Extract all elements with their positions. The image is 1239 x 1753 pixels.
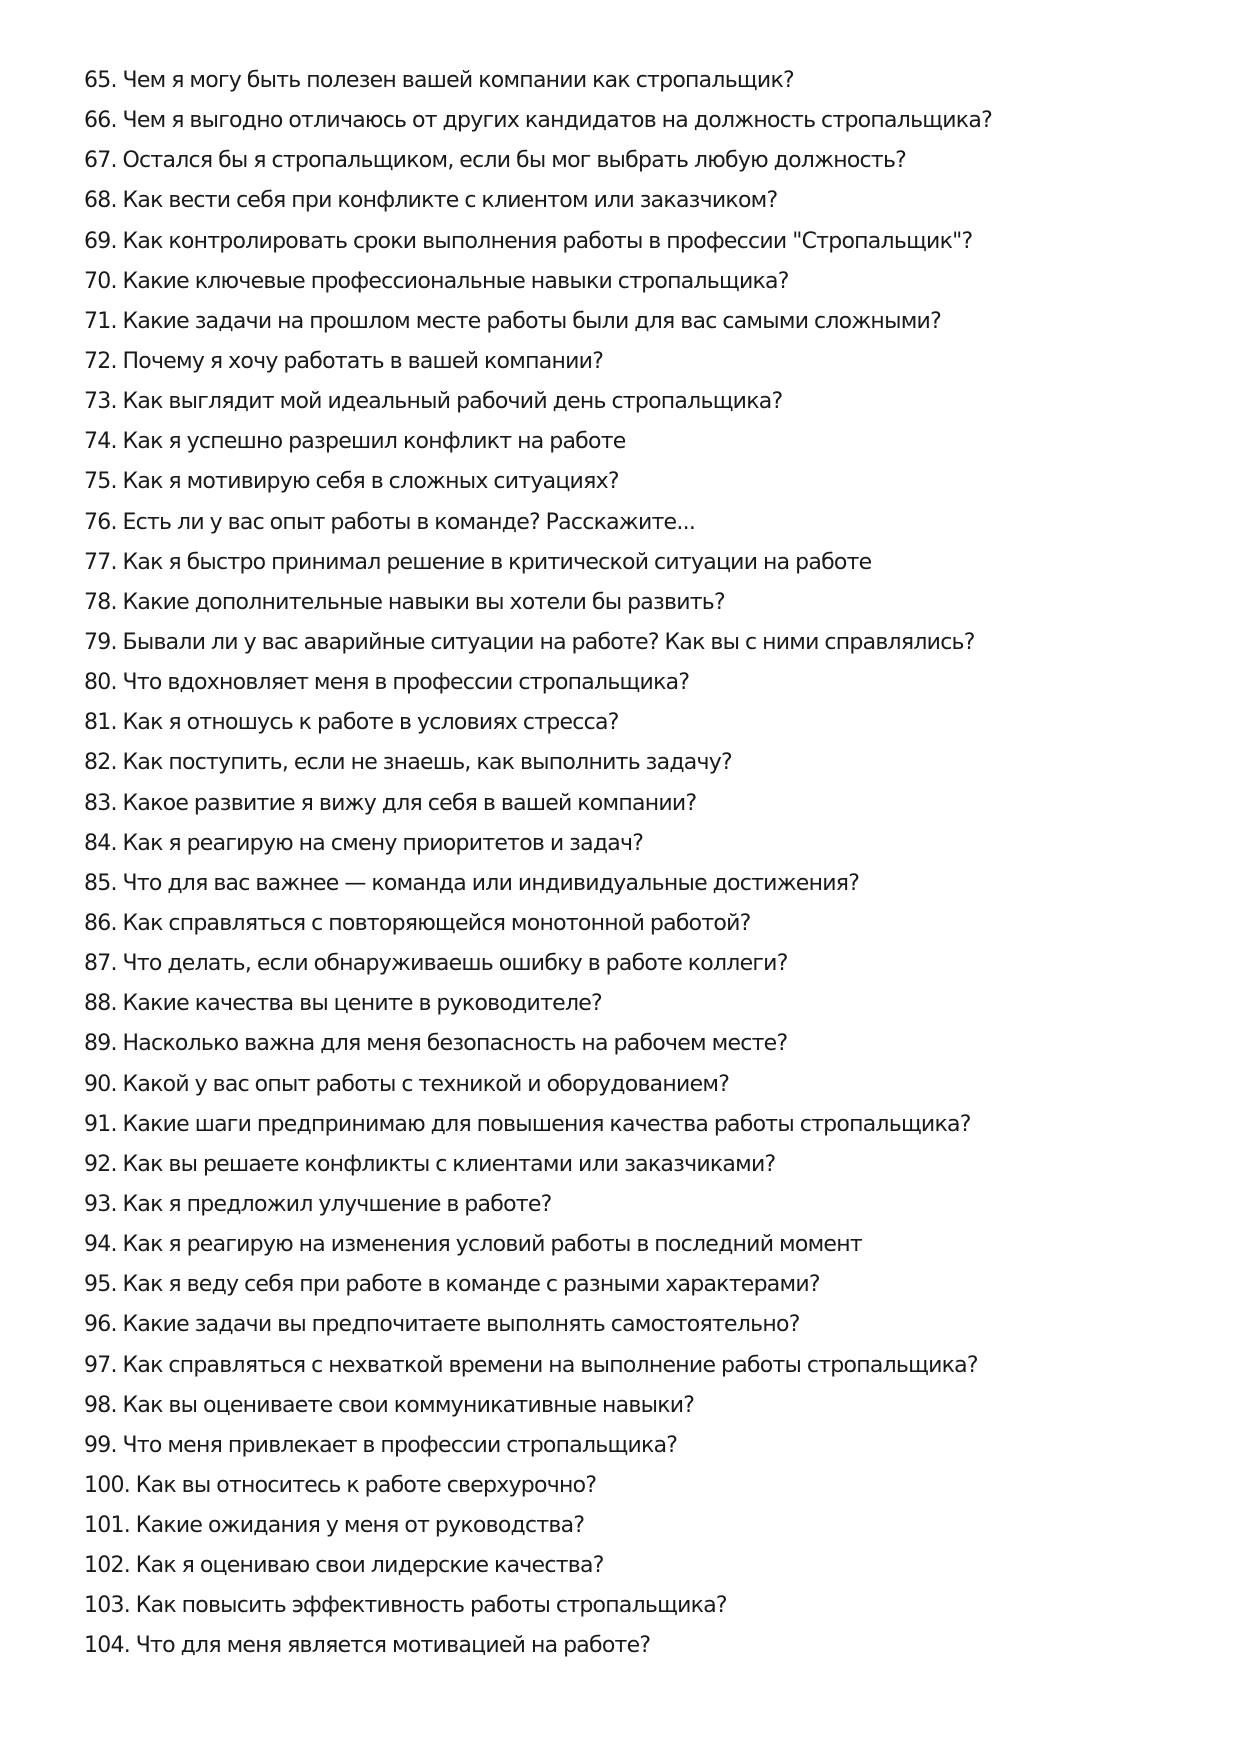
question-item: 97. Как справляться с нехваткой времени на выполнение работы стропальщика?: [84, 1352, 978, 1378]
question-item: 72. Почему я хочу работать в вашей компании?: [84, 348, 604, 374]
question-list: [84, 61, 1184, 1667]
question-item: 95. Как я веду себя при работе в команде с разными характерами?: [84, 1272, 820, 1298]
question-item: 89. Насколько важна для меня безопасность на рабочем месте?: [84, 1031, 788, 1057]
question-item: 82. Как поступить, если не знаешь, как выполнить задачу?: [84, 750, 732, 776]
question-item: 98. Как вы оцениваете свои коммуникативные навыки?: [84, 1392, 695, 1418]
question-item: 88. Какие качества вы цените в руководителе?: [84, 991, 602, 1017]
question-item: 78. Какие дополнительные навыки вы хотели бы развить?: [84, 589, 725, 615]
question-item: 65. Чем я могу быть полезен вашей компании как стропальщик?: [84, 68, 794, 93]
question-item: 74. Как я успешно разрешил конфликт на работе: [84, 429, 626, 455]
question-item: 96. Какие задачи вы предпочитаете выполнять самостоятельно?: [84, 1312, 800, 1338]
question-item: 84. Как я реагирую на смену приоритетов и задач?: [84, 830, 644, 856]
question-item: 81. Как я отношусь к работе в условиях стресса?: [84, 710, 619, 736]
question-item: 100. Как вы относитесь к работе сверхурочно?: [84, 1472, 597, 1498]
question-item: 104. Что для меня является мотивацией на работе?: [84, 1633, 651, 1659]
question-item: 101. Какие ожидания у меня от руководства?: [84, 1513, 585, 1539]
question-item: 91. Какие шаги предпринимаю для повышения качества работы стропальщика?: [84, 1111, 971, 1137]
question-item: 86. Как справляться с повторяющейся монотонной работой?: [84, 910, 751, 936]
question-item: 68. Как вести себя при конфликте с клиентом или заказчиком?: [84, 188, 778, 214]
question-item: 94. Как я реагирую на изменения условий работы в последний момент: [84, 1232, 862, 1258]
question-item: 93. Как я предложил улучшение в работе?: [84, 1191, 552, 1217]
question-item: 75. Как я мотивирую себя в сложных ситуациях?: [84, 469, 619, 495]
question-item: 80. Что вдохновляет меня в профессии стропальщика?: [84, 670, 690, 696]
question-item: 73. Как выглядит мой идеальный рабочий день стропальщика?: [84, 389, 783, 415]
question-item: 76. Есть ли у вас опыт работы в команде? Расскажите...: [84, 509, 696, 535]
question-item: 103. Как повысить эффективность работы стропальщика?: [84, 1593, 727, 1619]
question-item: 92. Как вы решаете конфликты с клиентами или заказчиками?: [84, 1151, 776, 1177]
question-item: 71. Какие задачи на прошлом месте работы были для вас самыми сложными?: [84, 308, 942, 334]
question-item: 70. Какие ключевые профессиональные навыки стропальщика?: [84, 268, 789, 294]
question-item: 87. Что делать, если обнаруживаешь ошибку в работе коллеги?: [84, 951, 788, 977]
question-item: 102. Как я оцениваю свои лидерские качества?: [84, 1553, 604, 1579]
question-item: 77. Как я быстро принимал решение в критической ситуации на работе: [84, 549, 872, 575]
question-item: 69. Как контролировать сроки выполнения работы в профессии "Стропальщик"?: [84, 228, 973, 254]
question-item: 66. Чем я выгодно отличаюсь от других кандидатов на должность стропальщика?: [84, 108, 992, 134]
question-item: 83. Какое развитие я вижу для себя в вашей компании?: [84, 790, 697, 816]
question-item: 90. Какой у вас опыт работы с техникой и оборудованием?: [84, 1071, 730, 1097]
question-item: 79. Бывали ли у вас аварийные ситуации на работе? Как вы с ними справлялись?: [84, 629, 975, 655]
question-item: 99. Что меня привлекает в профессии стропальщика?: [84, 1432, 678, 1458]
question-item: 85. Что для вас важнее — команда или индивидуальные достижения?: [84, 870, 860, 896]
question-item: 67. Остался бы я стропальщиком, если бы мог выбрать любую должность?: [84, 148, 907, 174]
